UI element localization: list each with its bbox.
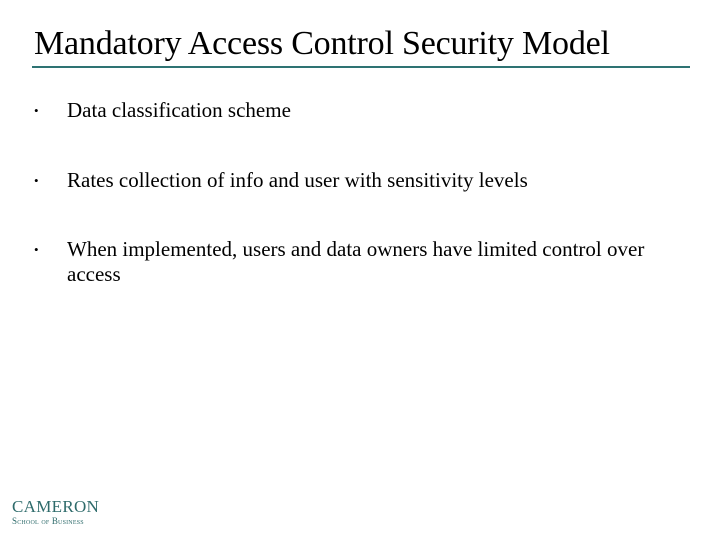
- bullet-text: When implemented, users and data owners have limited control over access: [67, 237, 645, 286]
- bullet-text: Rates collection of info and user with sensitivity levels: [67, 168, 528, 192]
- cameron-logo: [12, 498, 99, 527]
- title-underline: [32, 66, 690, 68]
- logo-subtitle: School of Business: [12, 516, 84, 526]
- bullet-dot-icon: •: [34, 173, 39, 188]
- bullet-item: [34, 98, 684, 123]
- bullet-item: [34, 237, 684, 287]
- slide-title: Mandatory Access Control Security Model: [34, 25, 610, 62]
- bullet-dot-icon: •: [34, 242, 39, 257]
- bullet-dot-icon: •: [34, 103, 39, 118]
- logo-name: CAMERON: [12, 497, 100, 516]
- bullet-item: [34, 168, 684, 193]
- bullet-text: Data classification scheme: [67, 98, 291, 122]
